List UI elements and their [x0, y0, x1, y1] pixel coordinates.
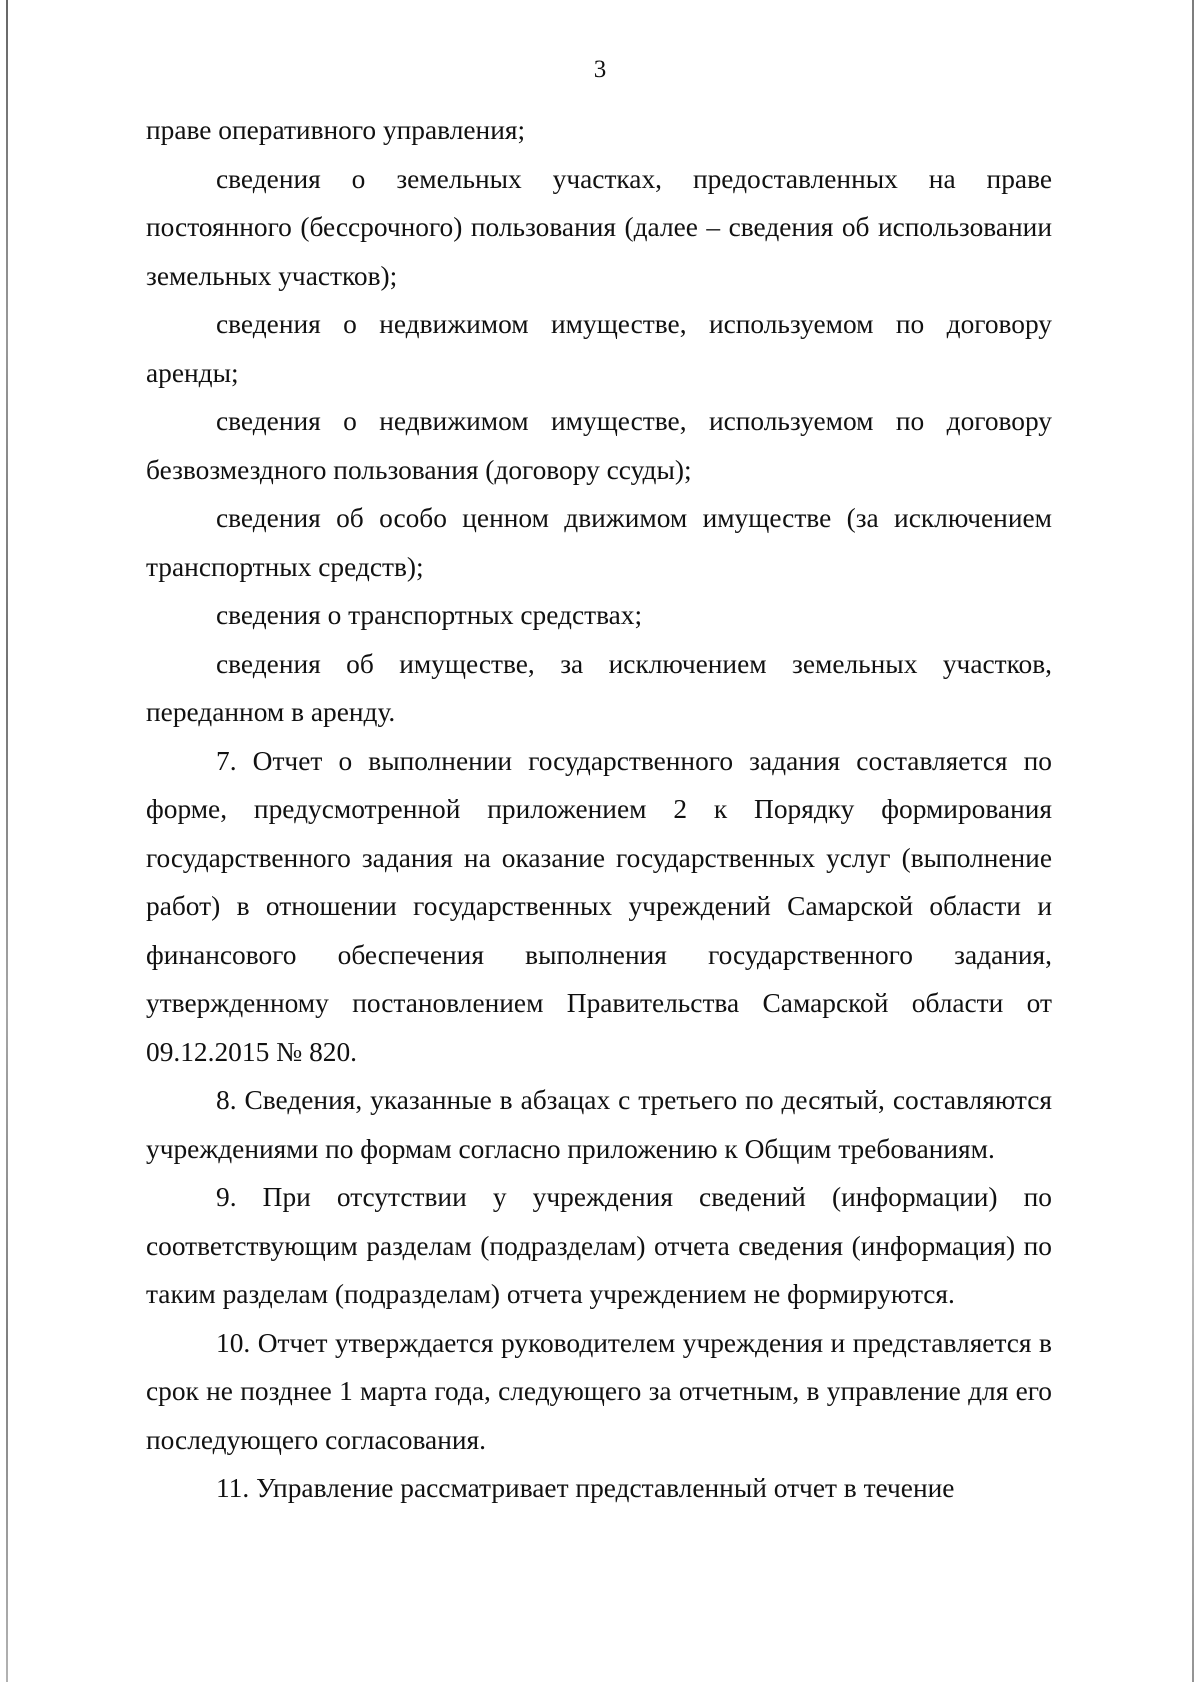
paragraph-land-plots: сведения о земельных участках, предоставленных на праве постоянного (бессрочного) пользования (далее – сведения об использовании земельных участков);	[146, 163, 1052, 291]
paragraph-item-11: 11. Управление рассматривает представленный отчет в течение	[216, 1473, 955, 1503]
document-body	[146, 106, 1052, 1513]
paragraph-item-10: 10. Отчет утверждается руководителем учреждения и представляется в срок не позднее 1 марта года, следующего за отчетным, в управление для его последующего согласования.	[146, 1327, 1052, 1455]
paragraph-item-9: 9. При отсутствии у учреждения сведений (информации) по соответствующим разделам (подразделам) отчета сведения (информация) по таким разделам (подразделам) отчета учреждением не формируются.	[146, 1182, 1052, 1309]
paragraph-item-7: 7. Отчет о выполнении государственного задания составляется по форме, предусмотренной приложением 2 к Порядку формирования государственного задания на оказание государственных услуг (выполнение работ) в отношении государственных учреждений Самарской области и финансового обеспечения выполнения государственного задания, утвержденному постановлением Правительства Самарской области от 09.12.2015 № 820.	[146, 745, 1052, 1067]
paragraph-lease-property: сведения о недвижимом имуществе, используемом по договору аренды;	[146, 309, 1052, 388]
paragraph-continuation: праве оперативного управления;	[146, 115, 526, 145]
scan-edge-left	[6, 0, 8, 1682]
scan-edge-right	[1192, 0, 1194, 1682]
paragraph-free-use-property: сведения о недвижимом имуществе, используемом по договору безвозмездного пользования (договору ссуды);	[146, 406, 1052, 485]
paragraph-valuable-movable-property: сведения об особо ценном движимом имуществе (за исключением транспортных средств);	[146, 503, 1052, 582]
page-number: 3	[593, 56, 607, 83]
paragraph-item-8: 8. Сведения, указанные в абзацах с третьего по десятый, составляются учреждениями по формам согласно приложению к Общим требованиям.	[146, 1085, 1052, 1164]
paragraph-leased-out-property: сведения об имуществе, за исключением земельных участков, переданном в аренду.	[146, 648, 1052, 727]
paragraph-vehicles: сведения о транспортных средствах;	[216, 600, 643, 630]
